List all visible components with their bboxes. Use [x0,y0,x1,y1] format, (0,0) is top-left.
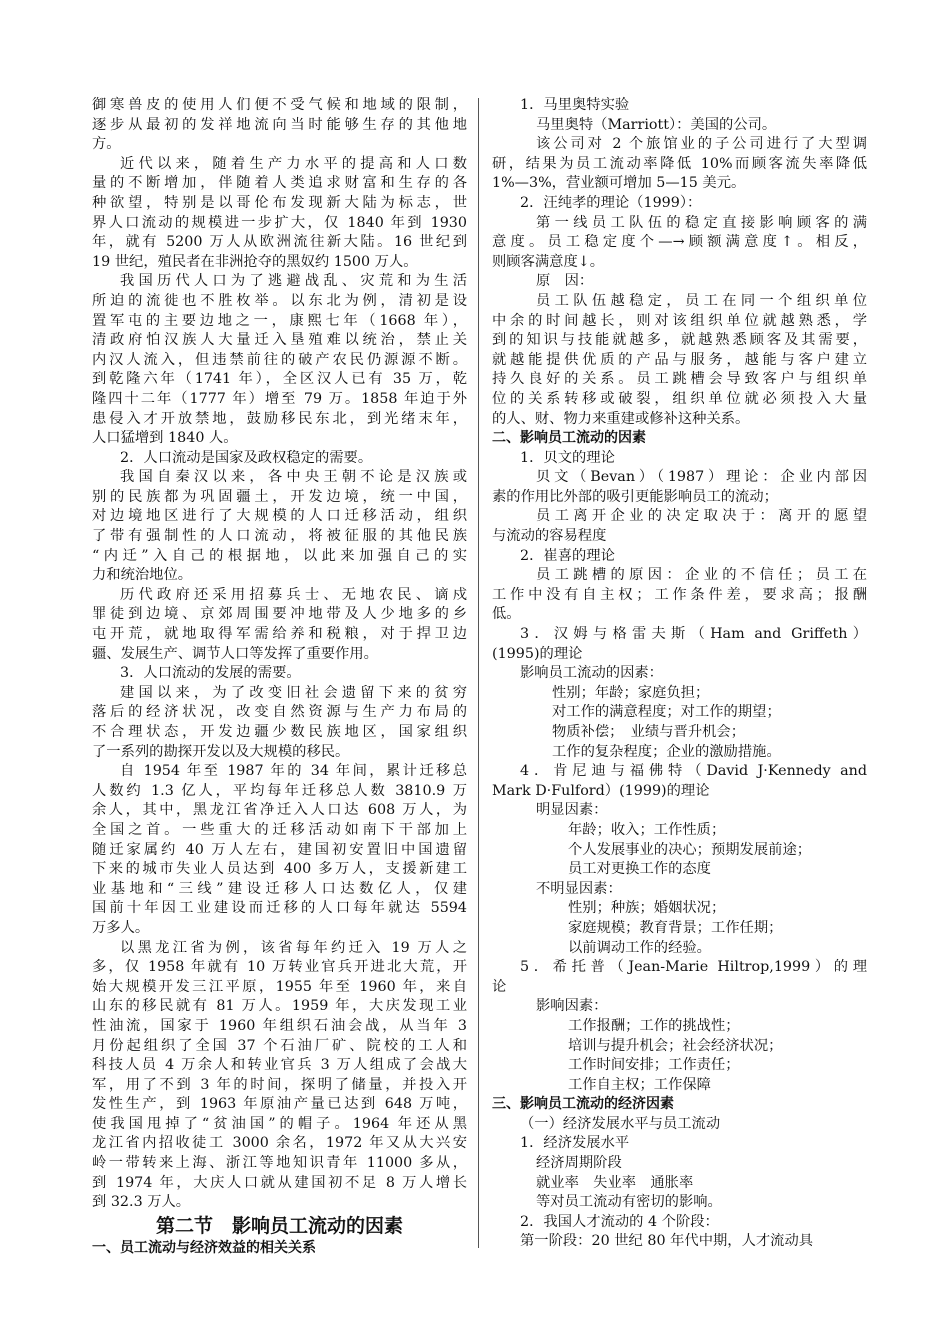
text-line: 龙江省内招收徒工 3000 余名，1972 年又从大兴安 [92,1135,467,1152]
text-line: 工作的复杂程度；企业的激励措施。 [552,743,781,760]
text-line: 个人发展事业的决心；预期发展前途； [568,841,812,858]
text-line: 不合理状态，开发边疆少数民族地区，国家组织 [92,724,467,740]
text-line: 隆四十二年（1777 年）增至 79 万。1858 年迫于外 [92,390,467,407]
text-line: 位的关系转移或破裂，组织单位就必须投入大量 [492,390,867,407]
text-line: 业基地和“三线”建设迁移人口达数亿人，仅建 [92,880,467,897]
text-line: 家庭规模；教育背景；工作任期； [568,919,783,936]
text-line: 国前十年因工业建设而迁移的人口每年就达 5594 [92,900,467,917]
text-line: 余人，其中，黑龙江省净迁入人口达 608 万人，为 [92,802,467,819]
text-line: 性别；年龄；家庭负担； [552,684,710,701]
text-line: 发性生产，到 1963 年原油产量已达到 648 万吨， [92,1096,467,1113]
text-line: 等对员工流动有密切的影响。 [536,1194,722,1211]
text-line: 到 1974 年，大庆人口就从建国初不足 8 万人增长 [92,1174,467,1191]
text-line: 2．汪纯孝的理论（1999）： [520,194,702,211]
text-line: 低。 [492,606,521,623]
text-line: 全国之首。一些重大的迁移活动如南下干部加上 [92,821,467,838]
text-line: 历代政府还采用招募兵士、无地农民、谪戍 [120,586,467,603]
text-line: （一）经济发展水平与员工流动 [520,1115,721,1132]
text-line: 建国以来，为了改变旧社会遗留下来的贫穷 [120,684,467,701]
text-line: 工作报酬；工作的挑战性； [568,1017,740,1034]
text-line: 持久良好的关系。员工跳槽会导致客户与组织单 [492,371,867,388]
text-line: 自 1954 年至 1987 年的 34 年间，累计迁移总 [120,763,467,780]
text-line: 中余的时间越长，则对该组织单位就越熟悉，学 [492,312,867,329]
text-line: 员工队伍越稳定，员工在同一个组织单位 [536,292,867,309]
text-line: 种欲望，特别是以哥伦布发现新大陆为标志，世 [92,194,467,211]
text-line: 对边境地区进行了大规模的人口迁移活动，组织 [92,508,467,525]
section-heading: 一、员工流动与经济效益的相关关系 [92,1239,316,1256]
text-line: 19 世纪，殖民者在非洲抢夺的黑奴约 1500 万人。 [92,253,418,270]
section-title: 第二节 影响员工流动的因素 [155,1214,403,1237]
text-line: 4．肯尼迪与福佛特（David J·Kennedy and [520,763,867,780]
text-line: 工作中没有自主权；工作条件差，要求高；报酬 [492,586,867,603]
text-line: 随迁家属约 40 万人左右，建国初安置旧中国遗留 [92,841,467,858]
text-line: 3．汉姆与格雷夫斯（Ham and Griffeth） [520,626,867,643]
text-line: 性别；种族；婚姻状况； [568,900,726,917]
text-line: 原 因： [536,273,594,290]
text-line: Mark D·Fulford）(1999)的理论 [492,782,710,799]
text-line: 1．经济发展水平 [520,1135,630,1152]
text-line: 性油流，国家于 1960 年组织石油会战，从当年 3 [92,1017,467,1034]
text-line: 下来的城市失业人员达到 400 多万人，支援新建工 [92,861,467,878]
text-line: 到的知识与技能就越多，就越熟悉顾客及其需要， [492,332,867,349]
text-line: 人数约 1.3 亿人，平均每年迁移总人数 3810.9 万 [92,782,467,799]
text-line: 2．我国人才流动的 4 个阶段： [520,1213,719,1230]
text-line: 屯开荒，就地取得军需给养和税粮，对于捍卫边 [92,626,467,643]
text-line: 到 32.3 万人。 [92,1194,191,1211]
text-line: 5．希托普（Jean-Marie Hiltrop,1999）的理 [520,959,867,976]
text-line: 培训与提升机会；社会经济状况； [568,1037,783,1054]
text-line: 该公司对 2 个旅馆业的子公司进行了大型调 [536,136,867,153]
right-column [492,96,867,1252]
text-line: 与流动的容易程度 [492,528,607,545]
text-line: 人口猛增到 1840 人。 [92,430,238,447]
text-line: 年，就有 5200 万人从欧洲流往新大陆。16 世纪到 [92,234,467,251]
text-line: 疆、发展生产、调节人口等发挥了重要作用。 [92,645,378,662]
text-line: 员工对更换工作的态度 [568,861,711,878]
text-line: 2．崔喜的理论 [520,547,615,564]
text-line: 员工跳槽的原因：企业的不信任；员工在 [536,567,867,584]
text-line: 3．人口流动的发展的需要。 [120,665,301,682]
text-line: 了一系列的勘探开发以及大规模的移民。 [92,743,350,760]
text-line: 第一阶段：20 世纪 80 年代中期，人才流动具 [520,1233,814,1250]
text-line: 员工离开企业的决定取决于：离开的愿望 [536,508,867,525]
text-line: 我国自秦汉以来，各中央王朝不论是汉族或 [120,469,467,486]
text-line: 论 [492,978,507,995]
text-line: 岭一带转来上海、浙江等地知识青年 11000 多从， [92,1155,467,1172]
text-line: 工作自主权；工作保障 [568,1076,711,1093]
text-line: 1．贝文的理论 [520,449,615,466]
text-line: 内汉人流入，但违禁前往的破产农民仍源源不断。 [92,351,467,368]
text-line: 年龄；收入；工作性质； [568,821,726,838]
text-line: 明显因素： [536,802,608,819]
text-line: 所迫的流徙也不胜枚举。以东北为例，清初是设 [92,292,467,309]
text-line: 置军屯的主要边地之一，康熙七年（1668 年）， [92,312,467,329]
text-line: 影响因素： [536,998,608,1015]
text-line: 御寒兽皮的使用人们便不受气候和地域的限制， [92,97,467,113]
text-line: 落后的经济状况，改变自然资源与生产力布局的 [92,704,467,721]
text-line: 则顾客满意度↓。 [492,253,605,270]
text-line: 就业率 失业率 通胀率 [536,1174,694,1191]
text-line: 不明显因素： [536,880,622,897]
text-line: 界人口流动的规模进一步扩大，仅 1840 年到 1930 [92,214,467,231]
text-line: 我国历代人口为了逃避战乱、灾荒和为生活 [120,273,467,290]
text-line: 物质补偿； 业绩与晋升机会； [552,724,746,740]
text-line: 力和统治地位。 [92,567,193,584]
text-line: 清政府怕汉族人大量迁入垦殖难以统治，禁止关 [92,332,467,349]
text-line: 以黑龙江省为例，该省每年约迁入 19 万人之 [120,939,467,956]
text-line: 工作时间安排；工作责任； [568,1057,740,1074]
text-line: 以前调动工作的经验。 [568,939,711,956]
text-line: 使我国甩掉了“贫油国”的帽子。1964 年还从黑 [92,1115,467,1132]
text-line: 军，用了不到 3 年的时间，探明了储量，并投入开 [92,1076,467,1093]
text-line: 贝文（Bevan）（1987）理论：企业内部因 [536,469,867,486]
text-line: 到乾隆六年（1741 年），全区汉人已有 35 万，乾 [92,371,467,388]
text-line: “内迁”入自己的根据地，以此来加强自己的实 [92,547,467,564]
left-column [92,96,467,1258]
text-line: 素的作用比外部的吸引更能影响员工的流动； [492,488,778,505]
text-line: 影响员工流动的因素： [520,665,663,682]
section-heading: 二、影响员工流动的因素 [492,430,646,447]
text-line: 1%—3%，营业额可增加 5—15 美元。 [492,175,746,192]
text-line: 始大规模开发三江平原，1955 年至 1960 年，来自 [92,978,467,995]
text-line: 方。 [92,136,121,153]
text-line: 别的民族都为巩固疆土，开发边境，统一中国， [92,488,467,505]
text-line: 逐步从最初的发祥地流向当时能够生存的其他地 [92,116,467,133]
text-line: (1995)的理论 [492,645,583,662]
text-line: 第一线员工队伍的稳定直接影响顾客的满 [536,214,867,231]
section-heading: 三、影响员工流动的经济因素 [492,1096,674,1113]
text-line: 万多人。 [92,919,150,936]
text-line: 患侵入才开放禁地，鼓励移民东北，到光绪末年， [92,410,467,427]
text-line: 月份起组织了全国 37 个石油厂矿、院校的工人和 [92,1037,467,1054]
text-line: 对工作的满意程度；对工作的期望； [552,704,781,721]
text-line: 马里奥特（Marriott）：美国的公司。 [536,116,777,133]
text-line: 罪徒到边境、京郊周围要冲地带及人少地多的乡 [92,606,467,623]
text-line: 近代以来，随着生产力水平的提高和人口数 [120,155,467,172]
text-line: 意度。员工稳定度个—→顾额满意度↑。相反， [492,234,867,251]
text-line: 经济周期阶段 [536,1155,622,1172]
text-line: 就越能提供优质的产品与服务，越能与客户建立 [492,351,867,368]
text-line: 科技人员 4 万余人和转业官兵 3 万人组成了会战大 [92,1057,467,1074]
text-line: 山东的移民就有 81 万人。1959 年，大庆发现工业 [92,998,467,1015]
text-line: 多，仅 1958 年就有 10 万转业官兵开进北大荒，开 [92,959,467,976]
text-line: 1．马里奥特实验 [520,97,630,113]
text-line: 2．人口流动是国家及政权稳定的需要。 [120,449,373,466]
text-line: 研，结果为员工流动率降低 10%而顾客流失率降低 [492,155,867,172]
text-line: 的人、财、物力来重建或修补这种关系。 [492,410,750,427]
text-line: 量的不断增加，伴随着人类追求财富和生存的各 [92,175,467,192]
text-line: 了带有强制性的人口流动，将被征服的其他民族 [92,528,467,545]
column-divider [478,98,479,1248]
